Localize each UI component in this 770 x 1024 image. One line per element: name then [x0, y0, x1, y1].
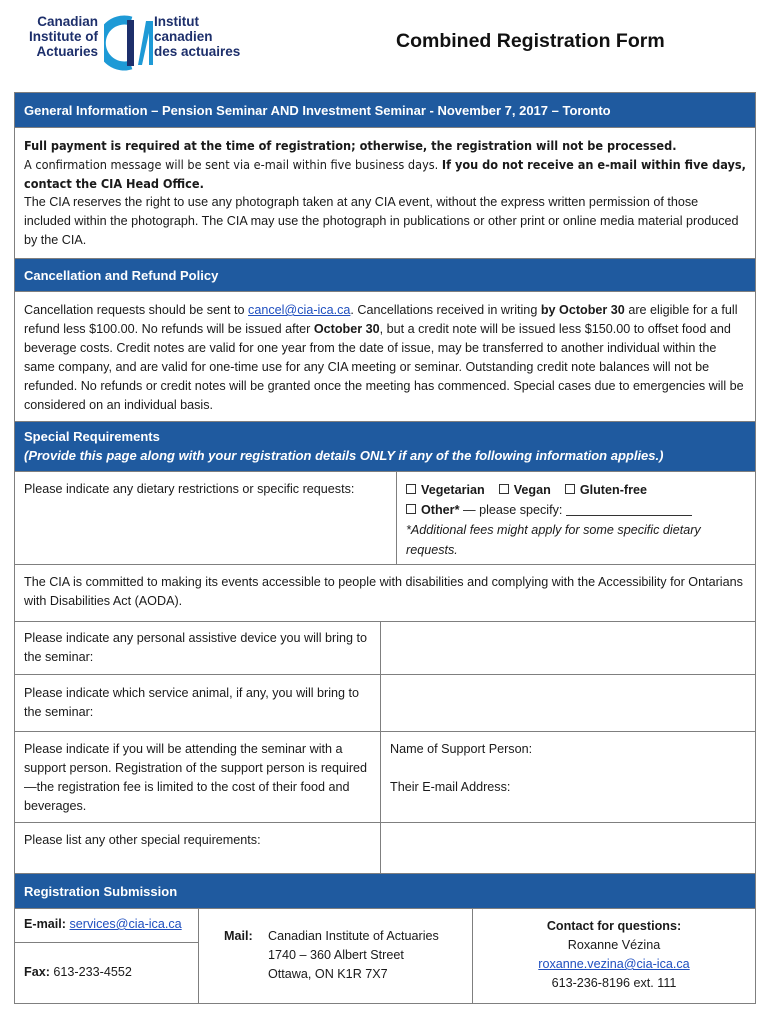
special-requirements-subtitle: (Provide this page along with your registration details ONLY if any of the following information applies.)	[24, 448, 664, 463]
services-email-link[interactable]: services@cia-ica.ca	[69, 917, 182, 931]
aoda-text: The CIA is committed to making its events accessible to people with disabilities and complying with the Accessibility for Ontarians with Disabilities Act (AODA).	[24, 575, 743, 608]
confirmation-bold: If you do not receive an e-mail within five days, contact the CIA Head Office.	[24, 157, 746, 191]
support-person-row	[15, 732, 755, 823]
mail-label: Mail:	[224, 929, 253, 943]
address-line: Ottawa, ON K1R 7X7	[268, 967, 388, 981]
contact-phone: 613-236-8196 ext. 111	[551, 976, 677, 990]
cancel-email-link[interactable]: cancel@cia-ica.ca	[248, 303, 351, 317]
other-specify-field[interactable]	[566, 502, 692, 516]
logo-fr-line: canadien	[154, 29, 213, 44]
contact-email-link[interactable]: roxanne.vezina@cia-ica.ca	[538, 957, 690, 971]
logo-fr-line: Institut	[154, 14, 199, 29]
cancellation-text: . Cancellations received in writing	[350, 303, 541, 317]
dietary-row	[15, 472, 755, 565]
special-requirements-title: Special Requirements	[24, 429, 160, 444]
logo-en-line: Institute of	[29, 29, 98, 44]
assistive-device-field[interactable]	[381, 622, 755, 674]
additional-fees-note: *Additional fees might apply for some specific dietary requests.	[406, 523, 701, 557]
cancellation-text: are eligible for a full refund less $100.00. No refunds will be issued after	[24, 303, 738, 336]
logo-english-name	[26, 14, 98, 59]
cancellation-body	[15, 292, 755, 422]
aoda-row	[15, 565, 755, 622]
checkbox-icon	[406, 484, 416, 494]
photo-policy-text: The CIA reserves the right to use any photograph taken at any CIA event, without the express written permission of those included within the photograph. The CIA may use the photograph in publications or other print or online media material produced by the CIA.	[24, 195, 739, 247]
other-checkbox[interactable]	[406, 503, 460, 517]
submission-row	[15, 909, 755, 1004]
email-cell	[15, 909, 198, 943]
general-info-body	[15, 128, 755, 259]
fax-label: Fax:	[24, 965, 50, 979]
gluten-free-checkbox[interactable]	[565, 483, 647, 497]
address-line: 1740 – 360 Albert Street	[268, 948, 404, 962]
cancellation-heading: Cancellation and Refund Policy	[15, 259, 755, 292]
cia-logo-mark-icon	[104, 15, 154, 71]
general-info-heading: General Information – Pension Seminar AND Investment Seminar - November 7, 2017 – Toronto	[15, 93, 755, 128]
other-requirements-field[interactable]	[381, 823, 755, 873]
support-email-field[interactable]	[390, 778, 746, 797]
other-requirements-row	[15, 823, 755, 874]
logo-en-line: Actuaries	[36, 44, 98, 59]
option-label: Vegan	[513, 483, 551, 497]
dietary-label: Please indicate any dietary restrictions or specific requests:	[15, 472, 397, 564]
cancellation-text: , but a credit note will be issued less $150.00 to offset food and beverage costs. Credit notes are valid for one year from the date of issue, may be transferred to another individual within the same company, and are valid for one-time use for any CIA meeting or seminar. Outstanding credit note balances will not be refunded. No refunds or credit notes will be granted once the meeting has commenced. Special cases due to emergencies will be considered on an individual basis.	[24, 322, 744, 412]
cia-logo	[26, 14, 256, 74]
confirmation-text: A confirmation message will be sent via e-mail within five business days.	[24, 157, 442, 172]
other-prompt: — please specify:	[463, 503, 563, 517]
assistive-device-label: Please indicate any personal assistive device you will bring to the seminar:	[15, 622, 381, 674]
payment-notice: Full payment is required at the time of registration; otherwise, the registration will not be processed.	[24, 138, 677, 153]
email-label: E-mail:	[24, 917, 66, 931]
fax-cell	[15, 943, 198, 1003]
service-animal-row	[15, 675, 755, 732]
service-animal-field[interactable]	[381, 675, 755, 731]
support-name-label: Name of Support Person:	[390, 742, 533, 756]
checkbox-icon	[499, 484, 509, 494]
submission-heading: Registration Submission	[15, 874, 755, 909]
support-name-field[interactable]	[390, 740, 746, 759]
other-requirements-label: Please list any other special requirements:	[15, 823, 381, 873]
contact-name: Roxanne Vézina	[567, 938, 661, 952]
support-person-label: Please indicate if you will be attending the seminar with a support person. Registration of the support person is required—the registration fee is limited to the cost of their food and beverages.	[15, 732, 381, 822]
special-requirements-heading	[15, 422, 755, 472]
address-line: Canadian Institute of Actuaries	[268, 929, 439, 943]
email-fax-column	[15, 909, 199, 1003]
logo-french-name	[154, 14, 264, 59]
contact-heading: Contact for questions:	[546, 919, 682, 933]
dietary-options	[397, 472, 753, 564]
option-label: Vegetarian	[421, 483, 485, 497]
mail-cell	[199, 909, 473, 1003]
support-email-label: Their E-mail Address:	[390, 780, 511, 794]
contact-cell	[473, 909, 755, 1003]
cancellation-deadline: October 30	[313, 322, 380, 336]
option-label: Gluten-free	[579, 483, 647, 497]
cancellation-deadline: by October 30	[540, 303, 625, 317]
logo-fr-line: des actuaires	[154, 44, 241, 59]
option-label: Other*	[421, 503, 460, 517]
page-header	[0, 0, 770, 92]
checkbox-icon	[406, 504, 416, 514]
vegetarian-checkbox[interactable]	[406, 483, 485, 497]
cancellation-text: Cancellation requests should be sent to	[24, 303, 249, 317]
assistive-device-row	[15, 622, 755, 675]
form-title: Combined Registration Form	[396, 30, 665, 52]
registration-form	[14, 92, 756, 1004]
service-animal-label: Please indicate which service animal, if any, you will bring to the seminar:	[15, 675, 381, 731]
support-person-fields	[381, 732, 755, 822]
fax-number: 613-233-4552	[53, 965, 132, 979]
mail-address	[268, 927, 439, 996]
logo-en-line: Canadian	[37, 14, 98, 29]
vegan-checkbox[interactable]	[499, 483, 551, 497]
checkbox-icon	[565, 484, 575, 494]
